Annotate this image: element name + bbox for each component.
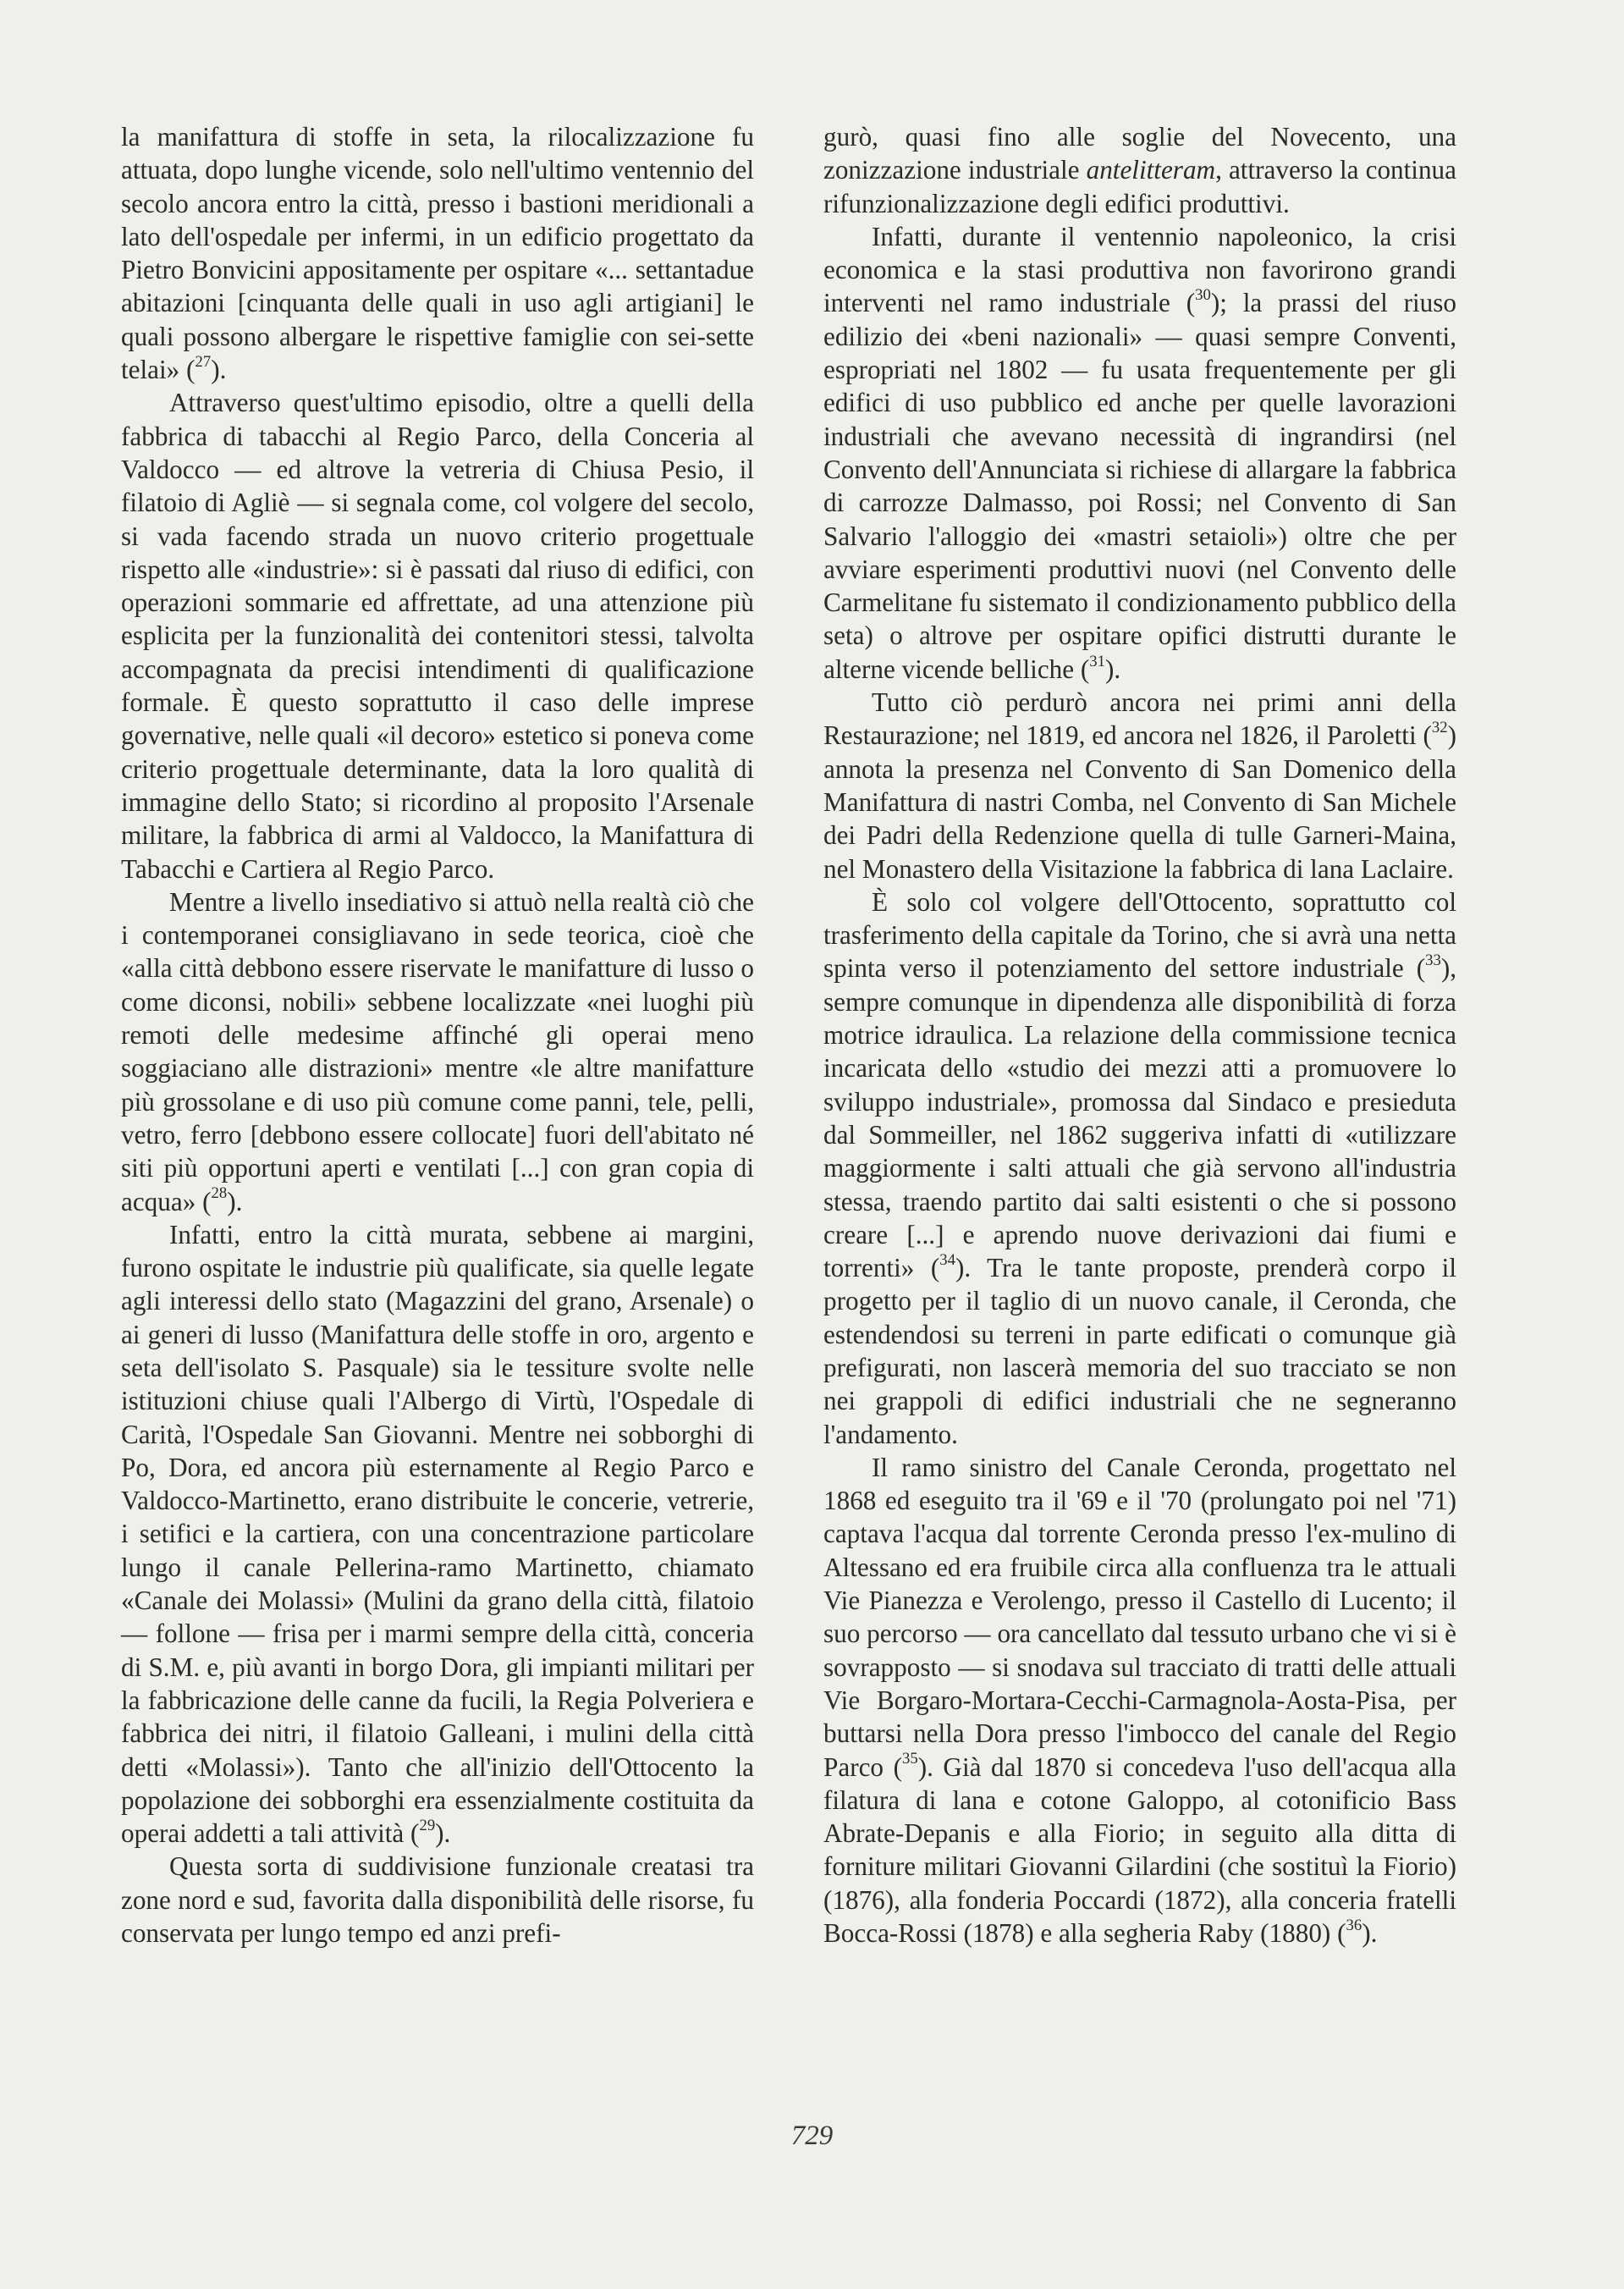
paragraph-p1 <box>121 120 754 386</box>
text-run: ). <box>435 1818 451 1849</box>
footnote-reference: 27 <box>195 352 212 371</box>
text-run: gurò, quasi fino alle soglie del Novecento, una zonizzazione industriale <box>823 122 1456 185</box>
right-text-column <box>823 120 1456 1950</box>
footnote-reference: 36 <box>1346 1916 1363 1934</box>
paragraph-p4 <box>121 1218 754 1851</box>
text-run: ); la prassi del riuso edilizio dei «beni nazionali» — quasi sempre Conventi, espropriati nel 1802 — fu usata frequentemente per gli edifici di uso pubblico ed anche per quelle lavorazioni industriali che avevano necessità di ingrandirsi (nel Convento dell'Annunciata si richiese di allargare la fabbrica di carrozze Dalmasso, poi Rossi; nel Convento di San Salvario l'alloggio dei «mastri setaioli») oltre che per avviare esperimenti produttivi nuovi (nel Convento delle Carmelitane fu sistemato il condizionamento pubblico della seta) o altrove per ospitare opifici distrutti durante le alterne vicende belliche ( <box>823 288 1456 684</box>
text-run: È solo col volgere dell'Ottocento, soprattutto col trasferimento della capitale da Torino, che si avrà una netta spinta verso il potenziamento del settore industriale ( <box>823 886 1456 984</box>
text-run: ). <box>227 1186 243 1216</box>
paragraph-p10 <box>823 1451 1456 1950</box>
text-run: la manifattura di stoffe in seta, la rilocalizzazione fu attuata, dopo lunghe vicende, solo nell'ultimo ventennio del secolo ancora entro la città, presso i bastioni meridionali a lato dell'ospedale per infermi, in un edificio progettato da Pietro Bonvicini appositamente per ospitare «... settantadue abitazioni [cinquanta delle quali in uso agli artigiani] le quali possono albergare le rispettive famiglie con sei-sette telai» ( <box>121 122 754 385</box>
text-run: Attraverso quest'ultimo episodio, oltre a quelli della fabbrica di tabacchi al Regio Parco, della Conceria al Valdocco — ed altrove la vetreria di Chiusa Pesio, il filatoio di Agliè — si segnala come, col volgere del secolo, si vada facendo strada un nuovo criterio progettuale rispetto alle «industrie»: si è passati dal riuso di edifici, con operazioni sommarie ed affrettate, ad una attenzione più esplicita per la funzionalità dei contenitori stessi, talvolta accompagnata da precisi intendimenti di qualificazione formale. È questo soprattutto il caso delle imprese governative, nelle quali «il decoro» estetico si poneva come criterio progettuale determinante, data la loro qualità di immagine dello Stato; si ricordino al proposito l'Arsenale militare, la fabbrica di armi al Valdocco, la Manifattura di Tabacchi e Cartiera al Regio Parco. <box>121 388 754 884</box>
footnote-reference: 33 <box>1425 951 1441 970</box>
footnote-reference: 34 <box>939 1250 955 1269</box>
text-run: , attraverso la continua rifunzionalizzazione degli edifici produttivi. <box>823 155 1456 218</box>
text-run: Mentre a livello insediativo si attuò nella realtà ciò che i contemporanei consigliavano in sede teorica, cioè che «alla città debbono essere riservate le manifatture di lusso o come diconsi, nobili» sebbene localizzate «nei luoghi più remoti delle medesime affinché gli operai meno soggiaciano alle distrazioni» mentre «le altre manifatture più grossolane e di uso più comune come panni, tele, pelli, vetro, ferro [debbono essere collocate] fuori dell'abitato né siti più opportuni aperti e ventilati [...] con gran copia di acqua» ( <box>121 886 754 1216</box>
text-run: Questa sorta di suddivisione funzionale creatasi tra zone nord e sud, favorita dalla disponibilità delle risorse, fu conservata per lungo tempo ed anzi prefi- <box>121 1851 754 1949</box>
text-run: Tutto ciò perdurò ancora nei primi anni della Restaurazione; nel 1819, ed ancora nel 1826, il Paroletti ( <box>823 687 1456 751</box>
paragraph-p6 <box>823 120 1456 220</box>
paragraph-p9 <box>823 885 1456 1451</box>
footnote-reference: 28 <box>211 1184 228 1203</box>
text-run: Il ramo sinistro del Canale Ceronda, progettato nel 1868 ed eseguito tra il '69 e il '70 (prolungato poi nel '71) captava l'acqua dal torrente Ceronda presso l'ex-mulino di Altessano ed era fruibile circa alla confluenza tra le attuali Vie Pianezza e Verolengo, presso il Castello di Lucento; il suo percorso — ora cancellato dal tessuto urbano che vi si è sovrapposto — si snodava sul tracciato di tratti delle attuali Vie Borgaro-Mortara-Cecchi-Carmagnola-Aosta-Pisa, per buttarsi nella Dora presso l'imbocco del canale del Regio Parco ( <box>823 1452 1456 1782</box>
footnote-reference: 35 <box>901 1750 918 1768</box>
text-run: ). Tra le tante proposte, prenderà corpo il progetto per il taglio di un nuovo canale, il Ceronda, che estendendosi su terreni in parte edificati o comunque già prefigurati, non lascerà memoria del suo tracciato se non nei grappoli di edifici industriali che ne segneranno l'andamento. <box>823 1253 1456 1449</box>
text-run: ). <box>1362 1918 1378 1949</box>
left-text-column <box>121 120 754 1950</box>
footnote-reference: 32 <box>1431 719 1448 737</box>
page-number: 729 <box>790 2121 834 2151</box>
text-run: Infatti, durante il ventennio napoleonico, la crisi economica e la stasi produttiva non favorirono grandi interventi nel ramo industriale ( <box>823 221 1456 318</box>
text-run: ), sempre comunque in dipendenza alle disponibilità di forza motrice idraulica. La relazione della commissione tecnica incaricata dello «studio dei mezzi atti a promuovere lo sviluppo industriale», promossa dal Sindaco e presieduta dal Sommeiller, nel 1862 suggeriva infatti di «utilizzare maggiormente i salti attuali che già servono all'industria stessa, traendo partito dai salti esistenti o che si possono creare [...] e aprendo nuove derivazioni dai fiumi e torrenti» ( <box>823 953 1456 1283</box>
footnote-reference: 29 <box>419 1816 436 1834</box>
text-run: ) annota la presenza nel Convento di San Domenico della Manifattura di nastri Comba, nel Convento di San Michele dei Padri della Redenzione quella di tulle Garneri-Maina, nel Monastero della Visitazione la fabbrica di lana Laclaire. <box>823 720 1456 884</box>
paragraph-p5 <box>121 1850 754 1950</box>
text-run: ). <box>1105 654 1121 684</box>
text-run: ). Già dal 1870 si concedeva l'uso dell'acqua alla filatura di lana e cotone Galoppo, al cotonificio Bass Abrate-Depanis e alla Fiorio; in seguito alla ditta di forniture militari Giovanni Gilardini (che sostituì la Fiorio) (1876), alla fonderia Poccardi (1872), alla conceria fratelli Bocca-Rossi (1878) e alla segheria Raby (1880) ( <box>823 1751 1456 1949</box>
text-run: ). <box>211 355 227 385</box>
text-run: Infatti, entro la città murata, sebbene ai margini, furono ospitate le industrie più qualificate, sia quelle legate agli interessi dello stato (Magazzini del grano, Arsenale) o ai generi di lusso (Manifattura delle stoffe in oro, argento e seta dell'isolato S. Pasquale) sia le tessiture svolte nelle istituzioni chiuse quali l'Albergo di Virtù, l'Ospedale di Carità, l'Ospedale San Giovanni. Mentre nei sobborghi di Po, Dora, ed ancora più esternamente al Regio Parco e Valdocco-Martinetto, erano distribuite le concerie, vetrerie, i setifici e la cartiera, con una concentrazione particolare lungo il canale Pellerina-ramo Martinetto, chiamato «Canale dei Molassi» (Mulini da grano della città, filatoio — follone — frisa per i marmi sempre della città, conceria di S.M. e, più avanti in borgo Dora, gli impianti militari per la fabbricazione delle canne da fucili, la Regia Polveriera e fabbrica dei nitri, il filatoio Galleani, i mulini della città detti «Molassi»). Tanto che all'inizio dell'Ottocento la popolazione dei sobborghi era essenzialmente costituita da operai addetti a tali attività ( <box>121 1219 754 1849</box>
paragraph-p3 <box>121 885 754 1218</box>
footnote-reference: 30 <box>1195 286 1211 305</box>
paragraph-p7 <box>823 220 1456 686</box>
italic-term: antelitteram <box>1086 155 1216 185</box>
paragraph-p8 <box>823 686 1456 885</box>
paragraph-p2 <box>121 386 754 885</box>
footnote-reference: 31 <box>1089 652 1106 670</box>
